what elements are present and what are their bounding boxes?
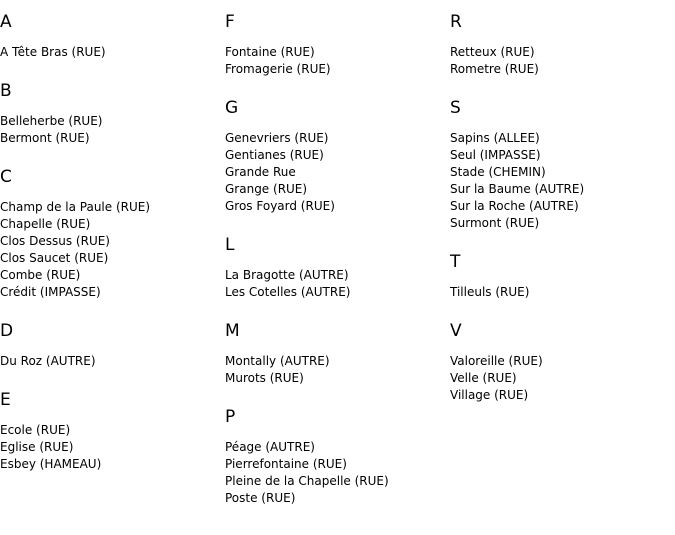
street-link[interactable]: Ecole (RUE) [0, 423, 71, 437]
street-link[interactable]: Grange (RUE) [225, 182, 308, 196]
section-letter-heading: V [450, 321, 462, 341]
street-link[interactable]: Poste (RUE) [225, 491, 296, 505]
street-link[interactable]: Clos Saucet (RUE) [0, 251, 109, 265]
letter-group [450, 98, 675, 232]
section-letter-heading: A [0, 12, 12, 32]
street-link[interactable]: Péage (AUTRE) [225, 440, 315, 454]
letter-group [0, 167, 225, 301]
letter-group [225, 235, 450, 301]
street-link[interactable]: Valoreille (RUE) [450, 354, 543, 368]
street-link[interactable]: Surmont (RUE) [450, 216, 540, 230]
street-link[interactable]: Belleherbe (RUE) [0, 114, 103, 128]
letter-group [225, 321, 450, 387]
street-link[interactable]: Velle (RUE) [450, 371, 517, 385]
street-link[interactable]: Grande Rue [225, 165, 296, 179]
street-link[interactable]: Stade (CHEMIN) [450, 165, 546, 179]
section-letter-heading: G [225, 98, 239, 118]
street-link[interactable]: Eglise (RUE) [0, 440, 74, 454]
street-link[interactable]: Murots (RUE) [225, 371, 304, 385]
street-link[interactable]: Fontaine (RUE) [225, 45, 315, 59]
street-link[interactable]: A Tête Bras (RUE) [0, 45, 106, 59]
street-link[interactable]: Seul (IMPASSE) [450, 148, 541, 162]
index-column-3 [450, 12, 675, 424]
street-link[interactable]: Sur la Roche (AUTRE) [450, 199, 579, 213]
letter-group [0, 81, 225, 147]
letter-group [450, 252, 675, 301]
section-letter-heading: R [450, 12, 462, 32]
street-link[interactable]: Sapins (ALLEE) [450, 131, 540, 145]
section-letter-heading: F [225, 12, 235, 32]
section-letter-heading: M [225, 321, 240, 341]
street-link[interactable]: Combe (RUE) [0, 268, 81, 282]
street-link[interactable]: Esbey (HAMEAU) [0, 457, 102, 471]
street-link[interactable]: Bermont (RUE) [0, 131, 90, 145]
letter-group [0, 321, 225, 370]
section-letter-heading: C [0, 167, 12, 187]
street-link[interactable]: Tilleuls (RUE) [450, 285, 530, 299]
letter-group [0, 390, 225, 473]
street-link[interactable]: Du Roz (AUTRE) [0, 354, 96, 368]
street-link[interactable]: Pleine de la Chapelle (RUE) [225, 474, 389, 488]
street-link[interactable]: Village (RUE) [450, 388, 529, 402]
letter-group [225, 407, 450, 507]
street-link[interactable]: Sur la Baume (AUTRE) [450, 182, 585, 196]
letter-group [450, 12, 675, 78]
section-letter-heading: E [0, 390, 11, 410]
street-link[interactable]: Retteux (RUE) [450, 45, 535, 59]
section-letter-heading: P [225, 407, 236, 427]
street-link[interactable]: Gros Foyard (RUE) [225, 199, 335, 213]
street-link[interactable]: Les Cotelles (AUTRE) [225, 285, 351, 299]
street-link[interactable]: Clos Dessus (RUE) [0, 234, 110, 248]
street-link[interactable]: Pierrefontaine (RUE) [225, 457, 347, 471]
section-letter-heading: S [450, 98, 461, 118]
street-link[interactable]: Fromagerie (RUE) [225, 62, 331, 76]
section-letter-heading: D [0, 321, 14, 341]
letter-group [225, 98, 450, 215]
street-link[interactable]: Crédit (IMPASSE) [0, 285, 101, 299]
section-letter-heading: T [450, 252, 461, 272]
street-link[interactable]: Gentianes (RUE) [225, 148, 324, 162]
street-link[interactable]: Genevriers (RUE) [225, 131, 329, 145]
section-letter-heading: B [0, 81, 12, 101]
letter-group [0, 12, 225, 61]
street-link[interactable]: La Bragotte (AUTRE) [225, 268, 349, 282]
index-column-1 [0, 12, 225, 493]
street-link[interactable]: Montally (AUTRE) [225, 354, 330, 368]
letter-group [225, 12, 450, 78]
letter-group [450, 321, 675, 404]
index-column-2 [225, 12, 450, 527]
street-link[interactable]: Champ de la Paule (RUE) [0, 200, 151, 214]
street-link[interactable]: Rometre (RUE) [450, 62, 539, 76]
street-link[interactable]: Chapelle (RUE) [0, 217, 91, 231]
section-letter-heading: L [225, 235, 235, 255]
